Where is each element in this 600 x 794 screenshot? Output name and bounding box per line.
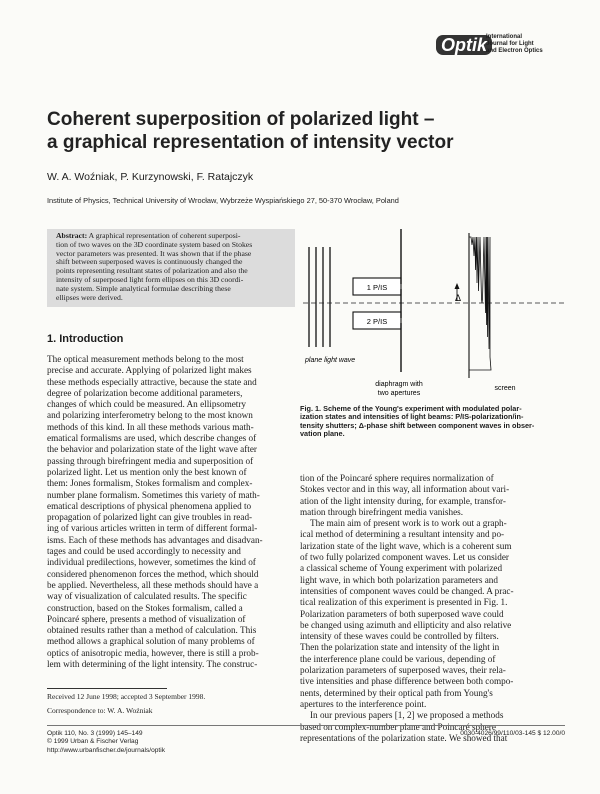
logo-subtitle-line: Journal for Light <box>486 41 534 47</box>
delta-arrowhead <box>455 283 460 289</box>
screen-label: screen <box>494 385 516 392</box>
text-line: lem with determining of the light intensity. The construc- <box>47 659 258 670</box>
text-line: polarized light. Let us mention only the best known of <box>47 466 247 477</box>
title-line: Coherent superposition of polarized light – <box>47 109 435 130</box>
text-line: apertures to the interference point. <box>300 698 427 709</box>
abstract-line: nate system. Simple analytical formulae describing these <box>56 283 231 293</box>
text-line: In our previous papers [1, 2] we proposed a methods <box>310 710 504 721</box>
text-line: construction, based on the Stokes formalism, called a <box>47 602 243 613</box>
figure-young-experiment <box>303 225 565 397</box>
text-line: way of visualization of calculated results. The specific <box>47 591 247 602</box>
journal-logo <box>436 33 586 61</box>
journal-ref-line: © 1999 Urban & Fischer Verlag <box>47 738 139 746</box>
text-line: Polarization parameters of both superposed wave could <box>300 608 504 619</box>
text-line: Then the polarization state and intensity of the light in <box>300 642 500 653</box>
correspondence-note: Correspondence to: W. A. Woźniak <box>47 706 153 715</box>
received-note: Received 12 June 1998; accepted 3 September 1998. <box>47 692 206 701</box>
text-line: obtained results rather than a method of calculation. This <box>47 625 257 636</box>
text-line: intensities of component waves could be changed. A prac- <box>300 585 514 596</box>
text-line: these methods especially attractive, because the state and <box>47 376 257 387</box>
journal-ref-line: Optik 110, No. 3 (1999) 145–149 <box>47 730 143 737</box>
text-line: tion of the Poincaré sphere requires normalization of <box>300 473 494 483</box>
text-line: The optical measurement methods belong to the most <box>47 354 244 364</box>
abstract-line: vector parameters was presented. It was shown that if the phase <box>56 248 252 258</box>
text-line: Poincaré sphere, presents a method of visualization of <box>47 613 246 624</box>
caption-line: vation plane. <box>300 429 345 439</box>
text-line: of two fully polarized component waves. Let us consider <box>300 552 509 563</box>
authors: W. A. Woźniak, P. Kurzynowski, F. Ratajczyk <box>47 171 254 183</box>
text-line: light wave, in which both polarization parameters and <box>300 574 498 585</box>
abstract-line: points representing resultant states of polarization and also the <box>56 266 248 276</box>
text-line: the behavior and polarization state of the light wave after <box>47 444 257 455</box>
issn-price: 0030-4026/99/110/03-145 $ 12.00/0 <box>460 730 565 737</box>
text-line: larization state of the light wave, which is a coherent sum <box>300 540 512 551</box>
logo-subtitle-line: and Electron Optics <box>486 48 543 54</box>
text-line: considered phenomenon forces the method, which should <box>47 568 259 579</box>
left-column-text <box>47 354 295 670</box>
abstract-label: Abstract: <box>56 231 88 240</box>
diaphragm-label-line: two apertures <box>377 390 421 397</box>
caption-line: Fig. 1. Scheme of the Young's experiment with modulated polar- <box>300 404 522 413</box>
caption-line: tensity shutters; Δ-phase shift between component waves in obser- <box>300 420 535 430</box>
plane-wave-label: plane light wave <box>305 357 356 364</box>
text-line: ematical formalisms are used, which describe changes of <box>47 433 257 444</box>
text-line: nents, determined by their optical path from Young's <box>300 687 493 698</box>
paper-title <box>47 108 497 154</box>
text-line: isms. Each of these methods has advantages and disadvan- <box>47 534 263 545</box>
logo-subtitle-line: International <box>486 34 523 40</box>
text-line: The main aim of present work is to work out a graph- <box>310 518 507 529</box>
fringe-intensity-profile <box>469 237 491 370</box>
shutter-label-1: 1 P/IS <box>366 283 388 292</box>
abstract-line: ellipses were derived. <box>56 292 123 302</box>
delta-label: Δ <box>454 293 462 303</box>
affiliation: Institute of Physics, Technical University of Wrocław, Wybrzeże Wyspiańskiego 27, 50-370 Wrocław, Poland <box>47 196 399 205</box>
text-line: based on complex-number plane and Poincaré sphere <box>300 721 496 732</box>
text-line: propagation of polarized light can give troubles in read- <box>47 512 253 523</box>
text-line: ematical descriptions of physical phenomena applied to <box>47 500 252 511</box>
caption-line: ization states and intensities of light beams: P/IS-polarization/in- <box>300 412 524 422</box>
text-line: passing through birefringent media and superposition of <box>47 455 254 466</box>
text-line: degree of polarization become additional parameters, <box>47 387 243 398</box>
text-line: intensity of these waves could be controlled by filters. <box>300 631 499 642</box>
abstract-line: shift between superposed waves is continuously changed the <box>56 257 243 267</box>
text-line: polarization parameters of superposed waves, their rela- <box>300 665 506 676</box>
abstract-text: A graphical representation of coherent superposi- <box>87 231 241 240</box>
shutter-label-2: 2 P/IS <box>366 317 388 326</box>
text-line: precise and accurate. Applying of polarized light makes <box>47 365 252 376</box>
footnote-rule <box>47 688 167 689</box>
text-line: tical realization of this experiment is presented in Fig. 1. <box>300 597 508 608</box>
text-line: Stokes vector and in this way, all information about vari- <box>300 484 510 495</box>
text-line: be changed using azimuth and ellipticity and also relative <box>300 619 512 630</box>
logo-word: Optik <box>436 35 492 55</box>
text-line: method allows a graphical solution of many problems of <box>47 636 255 647</box>
text-line: and polarizing interferometry belong to the most known <box>47 410 253 421</box>
right-column-text <box>300 473 565 744</box>
figure-caption <box>300 405 562 439</box>
journal-url[interactable]: http://www.urbanfischer.de/journals/optik <box>47 746 166 754</box>
text-line: a classical scheme of Young experiment with polarized <box>300 563 503 574</box>
title-line: a graphical representation of intensity vector <box>47 132 454 153</box>
text-line: be applied. Nevertheless, all these methods should have a <box>47 579 259 590</box>
journal-reference <box>47 730 165 755</box>
abstract-box <box>47 229 295 307</box>
text-line: representations of the polarization state. We showed that <box>300 732 508 743</box>
abstract-line: intensity of superposed light form ellipses on this 3D coordi- <box>56 274 244 284</box>
text-line: methods of this kind. In all these methods various math- <box>47 421 254 432</box>
diaphragm-label-line: diaphragm with <box>375 381 423 388</box>
text-line: them: Jones formalism, Stokes formalism and complex- <box>47 478 253 489</box>
bottom-rule <box>47 725 565 726</box>
text-line: number plane formalism. Sometimes this variety of math- <box>47 489 260 500</box>
text-line: mation through birefringent media vanishes. <box>300 506 464 517</box>
text-line: ing of various articles written in term of different formal- <box>47 523 258 534</box>
text-line: tive intensities and phase difference between both compo- <box>300 676 514 687</box>
text-line: ical method of determining a resultant intensity and po- <box>300 529 505 540</box>
text-line: tages and could be used accordingly to necessity and <box>47 546 241 557</box>
abstract-line: tion of two waves on the 3D coordinate system based on Stokes <box>56 239 253 249</box>
text-line: ation of the light intensity during, for example, transfor- <box>300 495 506 506</box>
text-line: changes of which could be measured. An ellipsometry <box>47 399 247 410</box>
section-heading-introduction: 1. Introduction <box>47 333 124 345</box>
text-line: optics of anisotropic media, however, there is still a prob- <box>47 647 259 658</box>
logo-subtitle <box>486 34 586 55</box>
text-line: individual predilections, however, sometimes the kind of <box>47 557 256 568</box>
text-line: the interference plane could be various, depending of <box>300 653 496 664</box>
